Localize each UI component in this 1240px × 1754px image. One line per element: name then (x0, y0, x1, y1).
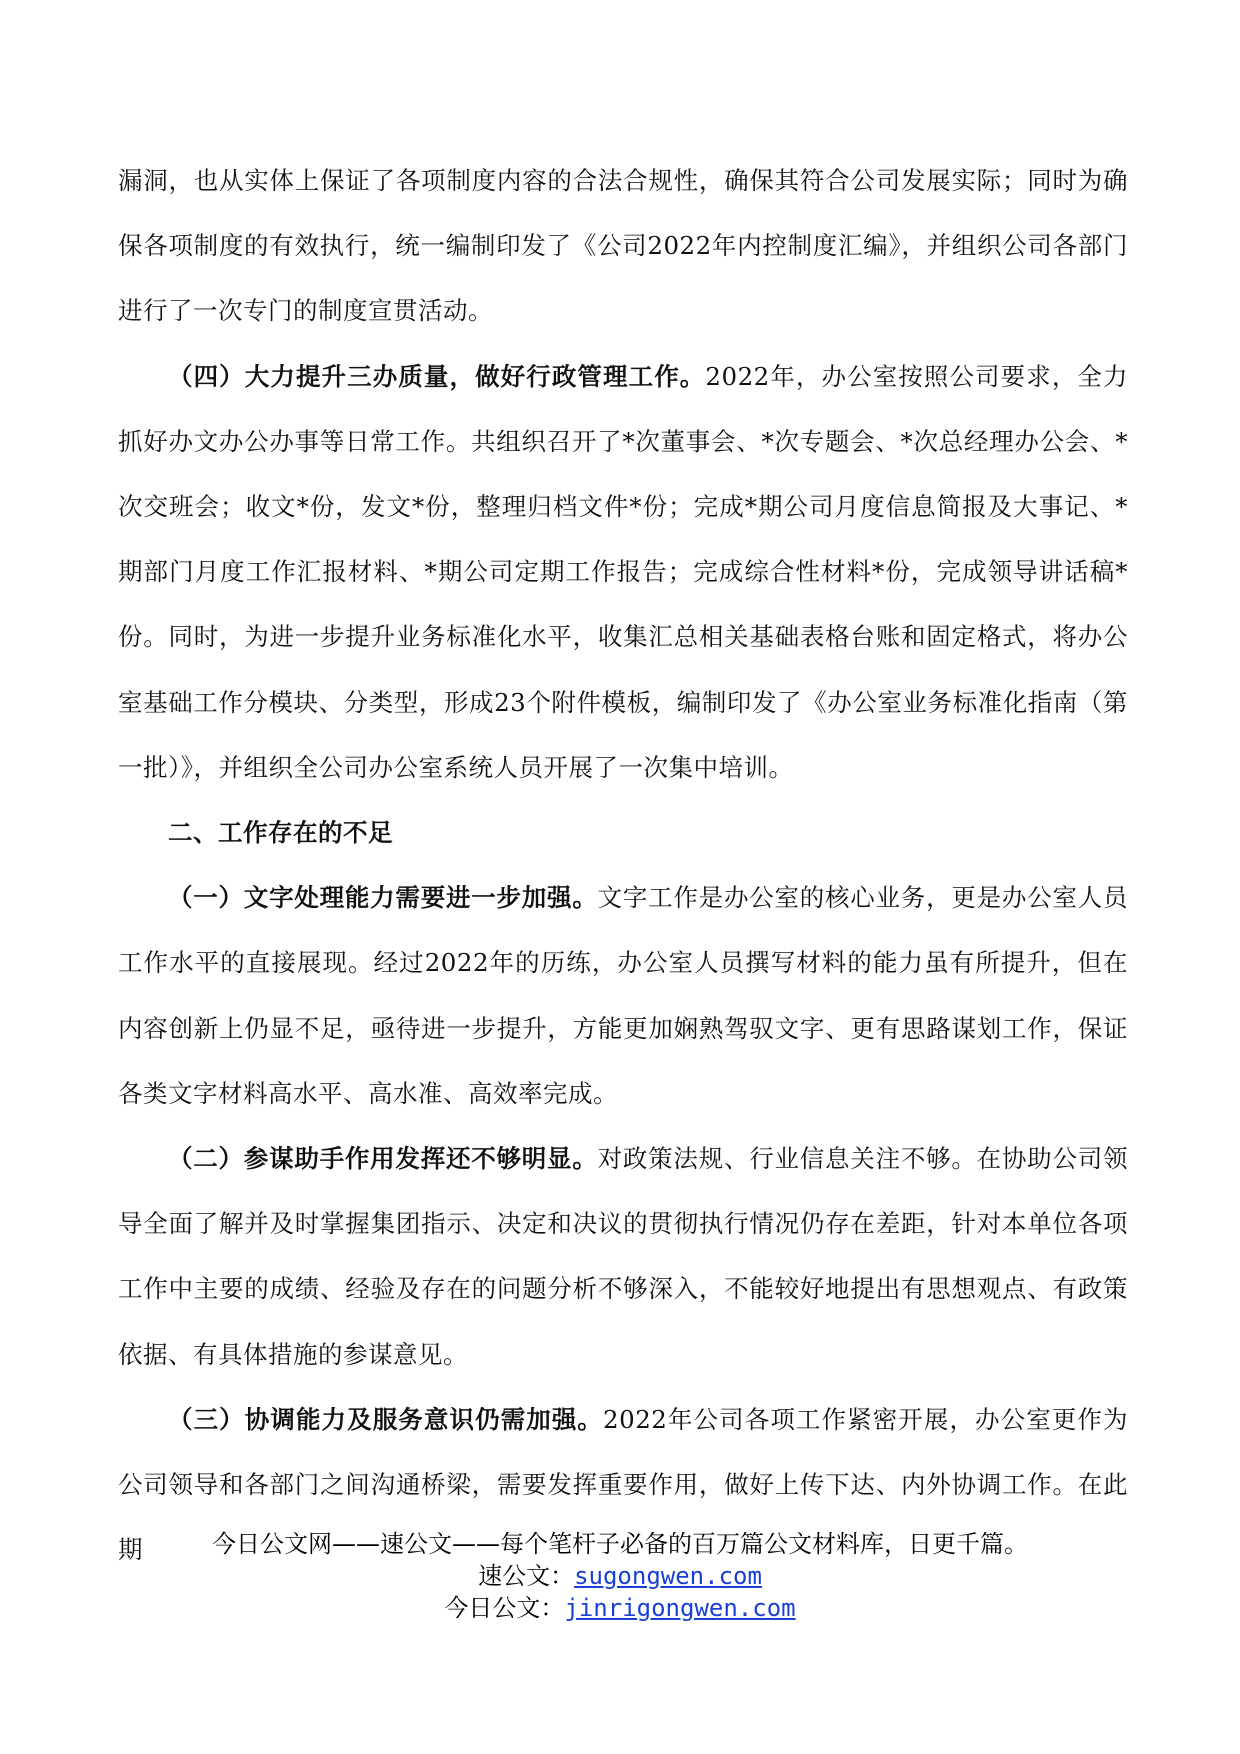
paragraph-text: 2022年公司各项工作紧密开展，办公室更作为公司领导和各部门之间沟通桥梁，需要发挥重要作用，做好上传下达、内外协调工作。在此期 (118, 1404, 1128, 1565)
paragraph-text: 漏洞，也从实体上保证了各项制度内容的合法合规性，确保其符合公司发展实际；同时为确保各项制度的有效执行，统一编制印发了《公司2022年内控制度汇编》，并组织公司各部门进行了一次专门的制度宣贯活动。 (118, 166, 1128, 326)
watermark-footer (0, 1528, 1240, 1624)
paragraph-continuation (118, 148, 1128, 344)
footer-site-2-label: 今日公文： (444, 1594, 565, 1622)
paragraph-text: 对政策法规、行业信息关注不够。在协助公司领导全面了解并及时掌握集团指示、决定和决议的贯彻执行情况仍存在差距，针对本单位各项工作中主要的成绩、经验及存在的问题分析不够深入，不能较好地提出有思想观点、有政策依据、有具体措施的参谋意见。 (118, 1144, 1128, 1369)
footer-site-1-label: 速公文： (478, 1562, 575, 1590)
footer-site-1 (0, 1560, 1240, 1592)
footer-site-2-link[interactable]: jinrigongwen.com (564, 1594, 796, 1622)
paragraph-shortcoming-1 (118, 865, 1128, 1126)
part-two-heading (118, 800, 1128, 865)
paragraph-text: 2022年，办公室按照公司要求，全力抓好办文办公办事等日常工作。共组织召开了*次董事会、*次专题会、*次总经理办公会、*次交班会；收文*份，发文*份，整理归档文件*份；完成*期公司月度信息简报及大事记、*期部门月度工作汇报材料、*期公司定期工作报告；完成综合性材料*份，完成领导讲话稿*份。同时，为进一步提升业务标准化水平，收集汇总相关基础表格台账和固定格式，将办公室基础工作分模块、分类型，形成23个附件模板，编制印发了《办公室业务标准化指南（第一批）》，并组织全公司办公室系统人员开展了一次集中培训。 (118, 361, 1128, 782)
section-heading: （四）大力提升三办质量，做好行政管理工作。 (168, 361, 706, 391)
section-heading: （二）参谋助手作用发挥还不够明显。 (168, 1144, 598, 1174)
paragraph-shortcoming-2 (118, 1126, 1128, 1387)
document-body (118, 148, 1128, 1582)
footer-site-2 (0, 1592, 1240, 1624)
paragraph-section-4 (118, 344, 1128, 800)
section-heading: （三）协调能力及服务意识仍需加强。 (168, 1404, 604, 1434)
paragraph-text: 文字工作是办公室的核心业务，更是办公室人员工作水平的直接展现。经过2022年的历练，办公室人员撰写材料的能力虽有所提升，但在内容创新上仍显不足，亟待进一步提升，方能更加娴熟驾驭文字、更有思路谋划工作，保证各类文字材料高水平、高水准、高效率完成。 (118, 883, 1128, 1108)
footer-site-1-link[interactable]: sugongwen.com (574, 1562, 762, 1590)
section-heading: （一）文字处理能力需要进一步加强。 (168, 883, 598, 913)
section-heading: 二、工作存在的不足 (168, 818, 393, 848)
footer-slogan: 今日公文网——速公文——每个笔杆子必备的百万篇公文材料库，日更千篇。 (212, 1530, 1028, 1558)
